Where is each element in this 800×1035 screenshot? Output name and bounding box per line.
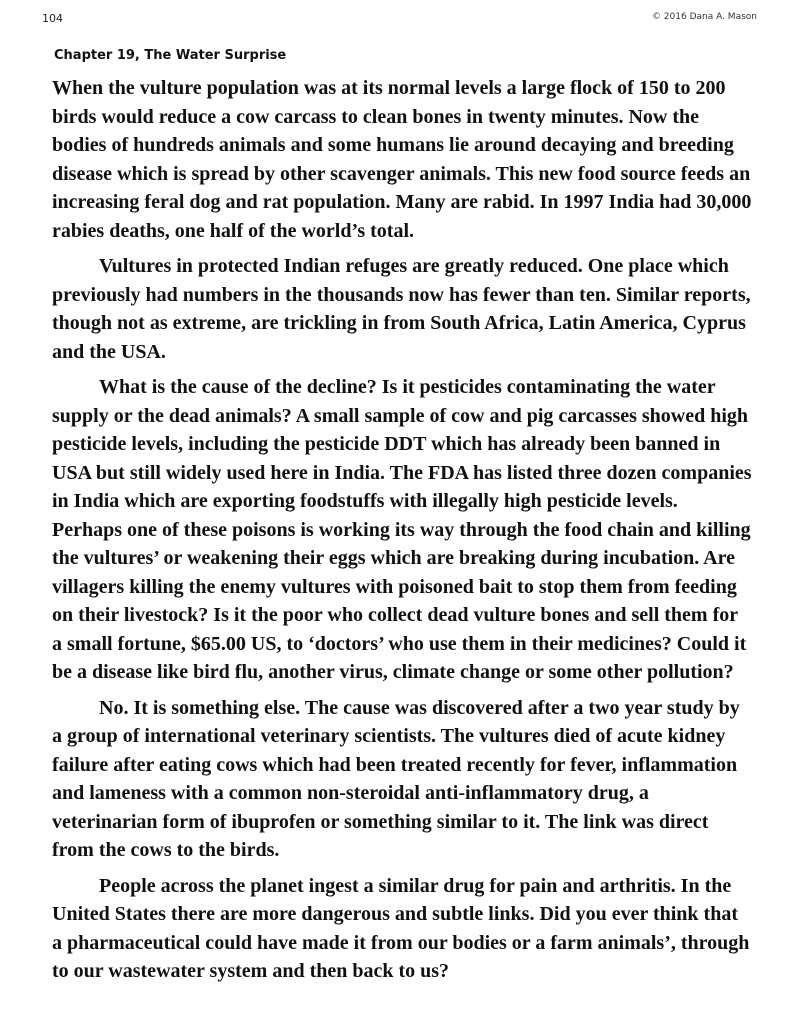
paragraph: No. It is something else. The cause was discovered after a two year study by a group of international veterinary scientists. The vultures died of acute kidney failure after eating cows which had been treated recently for fever, inflammation and lameness with a common non-steroidal anti-inflammatory drug, a veterinarian form of ibuprofen or something similar to it. The link was direct from the cows to the birds. bbox=[52, 696, 740, 861]
page-number: 104 bbox=[42, 12, 63, 25]
paragraph: What is the cause of the decline? Is it pesticides contaminating the water supply or the dead animals? A small sample of cow and pig carcasses showed high pesticide levels, including the pesticide DDT which has already been banned in USA but still widely used here in India. The FDA has listed three dozen companies in India which are exporting foodstuffs with illegally high pesticide levels. Perhaps one of these poisons is working its way through the food chain and killing the vultures’ or weakening their eggs which are breaking during incubation. Are villagers killing the enemy vultures with poisoned bait to stop them from feeding on their livestock? Is it the poor who collect dead vulture bones and sell them for a small fortune, $65.00 US, to ‘doctors’ who use them in their medicines? Could it be a disease like bird flu, another virus, climate change or some other pollution? bbox=[52, 376, 752, 683]
copyright-notice: © 2016 Dana A. Mason bbox=[651, 12, 757, 22]
paragraph: People across the planet ingest a similar drug for pain and arthritis. In the United States there are more dangerous and subtle links. Did you ever think that a pharmaceutical could have made it from our bodies or a farm animals’, through to our wastewater system and then back to us? bbox=[52, 874, 750, 982]
paragraph: When the vulture population was at its normal levels a large flock of 150 to 200 birds would reduce a cow carcass to clean bones in twenty minutes. Now the bodies of hundreds animals and some humans lie around decaying and breeding disease which is spread by other scavenger animals. This new food source feeds an increasing feral dog and rat population. Many are rabid. In 1997 India had 30,000 rabies deaths, one half of the world’s total. bbox=[52, 77, 752, 242]
body-text bbox=[52, 74, 752, 993]
chapter-title: Chapter 19, The Water Surprise bbox=[54, 48, 287, 63]
paragraph: Vultures in protected Indian refuges are greatly reduced. One place which previously had numbers in the thousands now has fewer than ten. Similar reports, though not as extreme, are trickling in from South Africa, Latin America, Cyprus and the USA. bbox=[52, 255, 751, 363]
